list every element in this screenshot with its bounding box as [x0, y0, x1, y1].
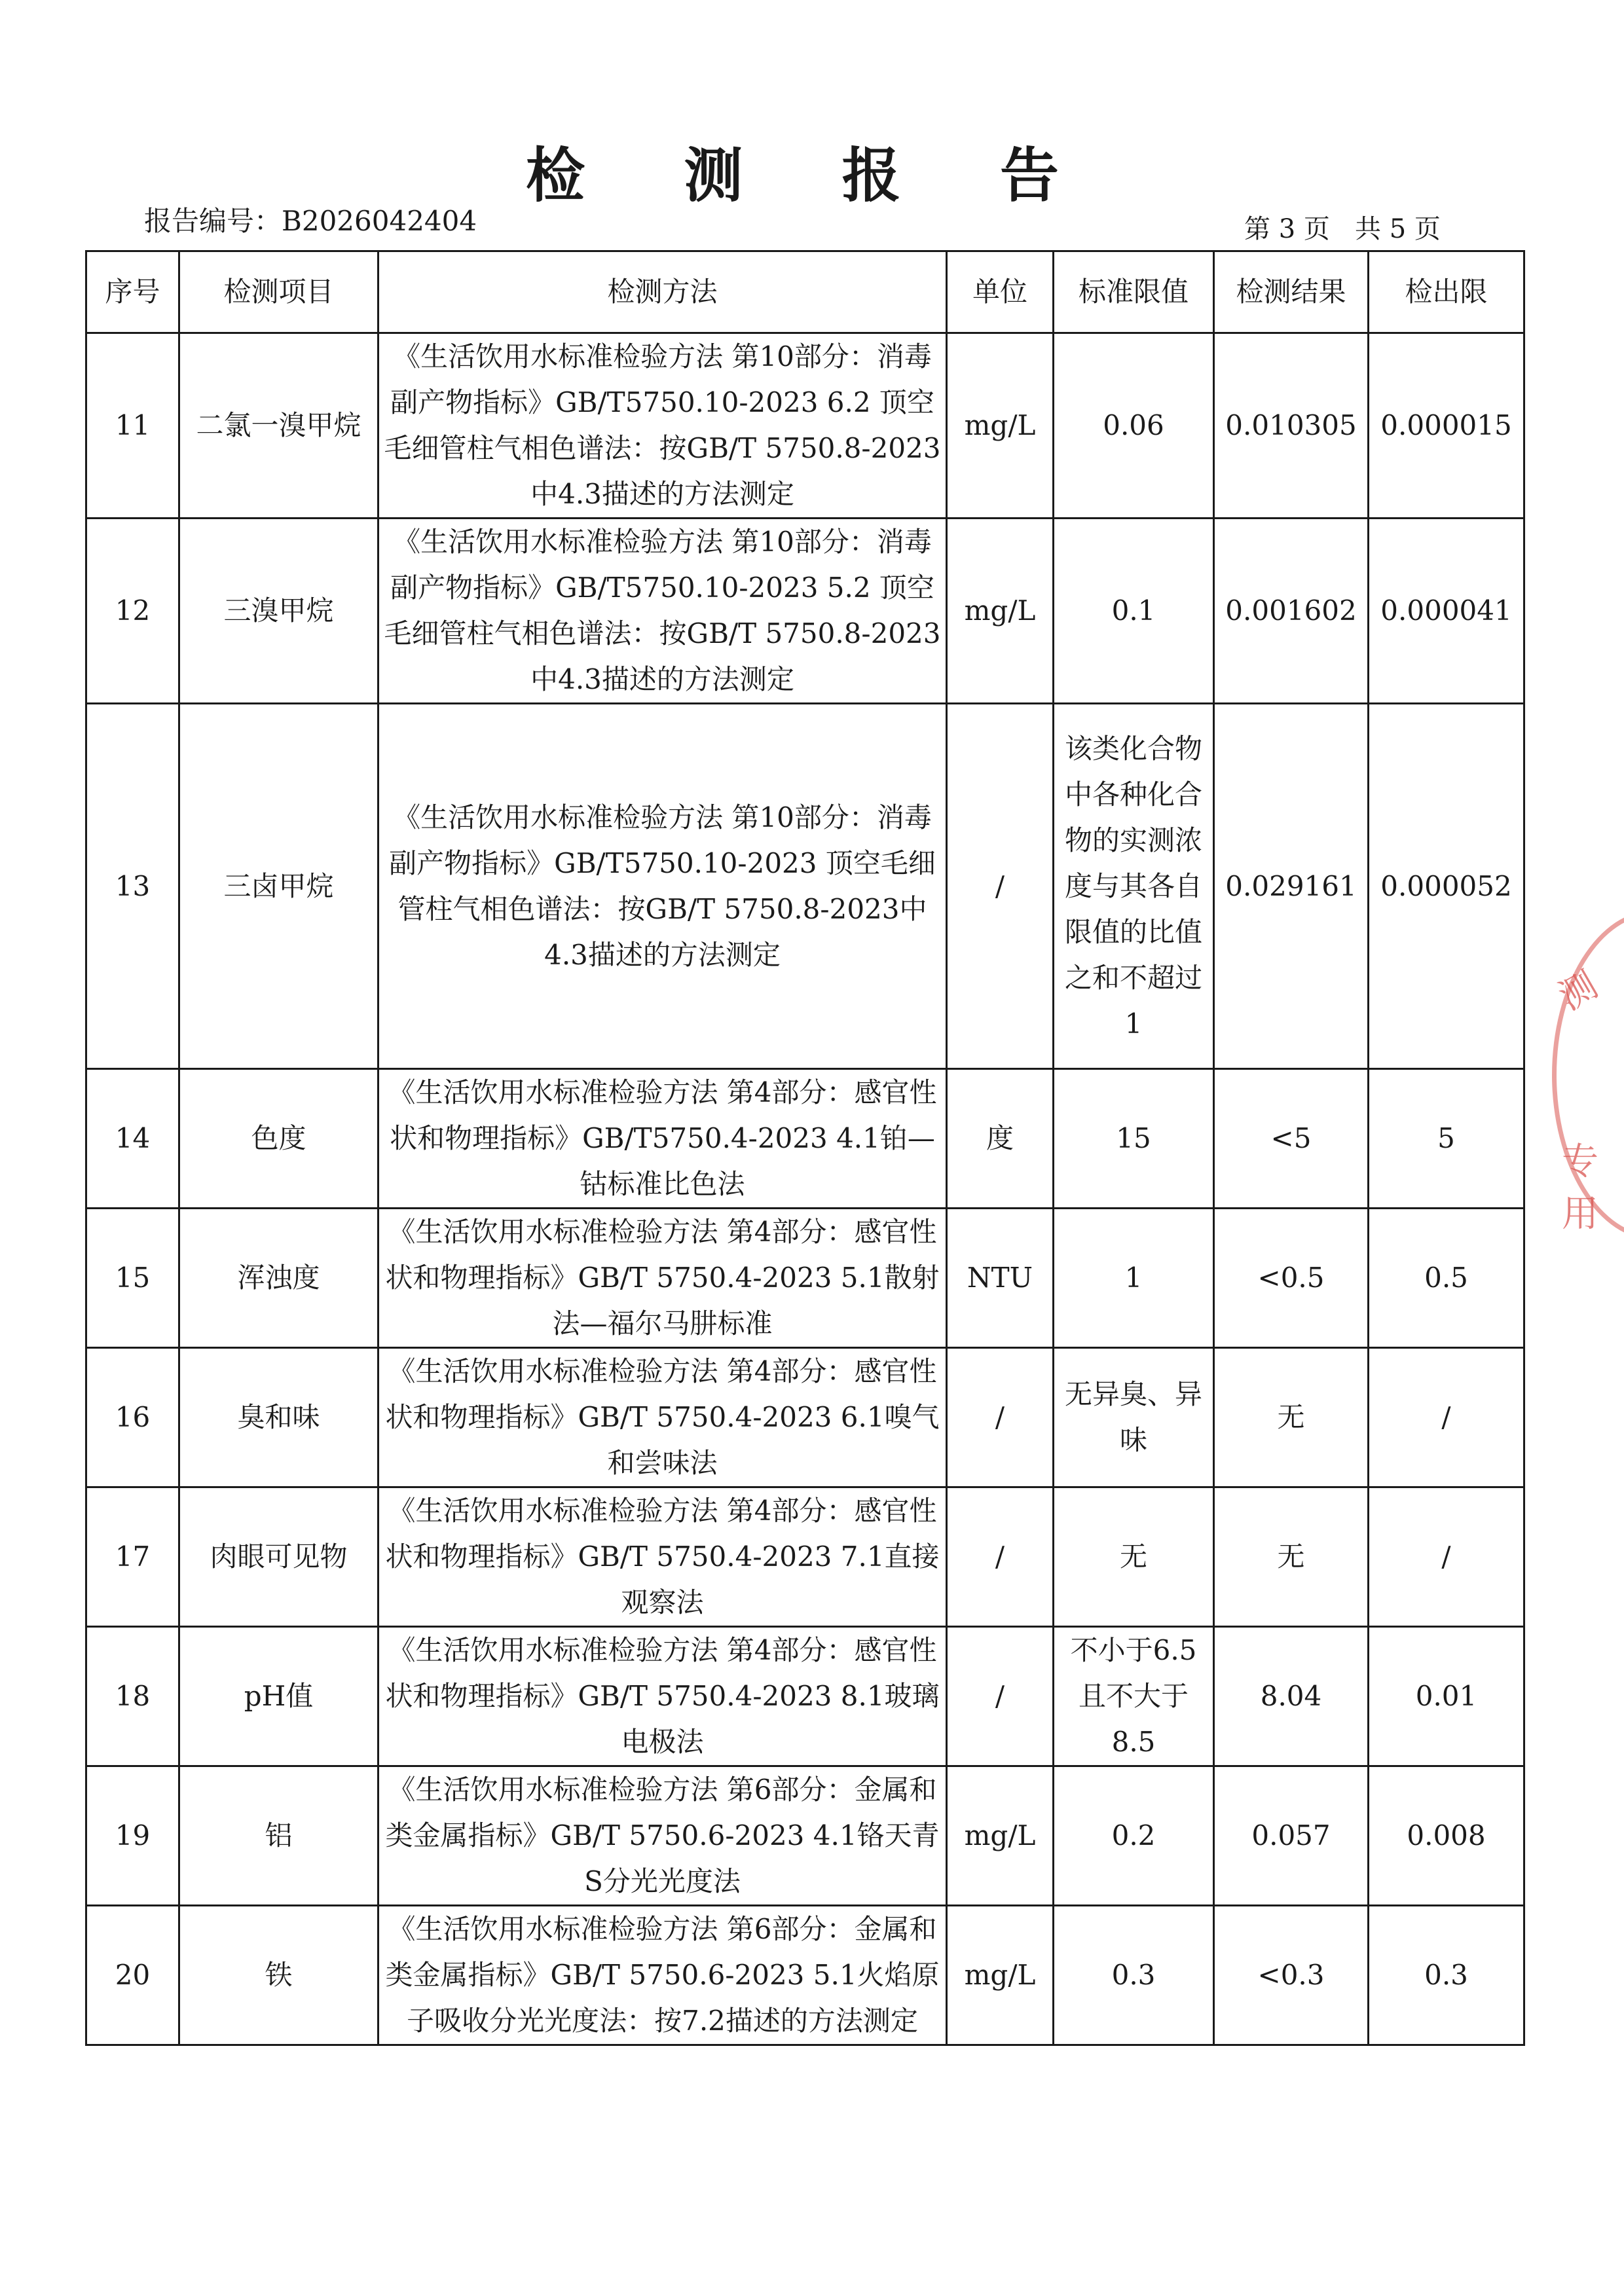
- seal-text-bottom: 专用: [1562, 1140, 1598, 1235]
- col-header-limit: 标准限值: [1054, 251, 1214, 333]
- cell-limit: 无异臭、异味: [1054, 1348, 1214, 1487]
- cell-method: 《生活饮用水标准检验方法 第4部分：感官性状和物理指标》GB/T 5750.4-2023 7.1直接观察法: [378, 1487, 947, 1627]
- cell-unit: /: [947, 1627, 1054, 1766]
- cell-result: <0.3: [1214, 1906, 1369, 2045]
- cell-result: 0.057: [1214, 1766, 1369, 1906]
- cell-method: 《生活饮用水标准检验方法 第4部分：感官性状和物理指标》GB/T5750.4-2023 4.1铂—钴标准比色法: [378, 1069, 947, 1209]
- cell-unit: mg/L: [947, 1766, 1054, 1906]
- cell-detection-limit: 0.3: [1369, 1906, 1524, 2045]
- cell-limit: 1: [1054, 1209, 1214, 1348]
- cell-item: 铁: [179, 1906, 378, 2045]
- cell-unit: mg/L: [947, 1906, 1054, 2045]
- col-header-method: 检测方法: [378, 251, 947, 333]
- cell-no: 18: [86, 1627, 179, 1766]
- cell-unit: 度: [947, 1069, 1054, 1209]
- cell-limit: 0.1: [1054, 519, 1214, 704]
- cell-method: 《生活饮用水标准检验方法 第10部分：消毒副产物指标》GB/T5750.10-2023 6.2 顶空毛细管柱气相色谱法：按GB/T 5750.8-2023中4.3描述的方法测定: [378, 333, 947, 519]
- table-header-row: [86, 251, 1524, 333]
- cell-limit: 该类化合物中各种化合物的实测浓度与其各自限值的比值之和不超过1: [1054, 704, 1214, 1069]
- cell-method: 《生活饮用水标准检验方法 第4部分：感官性状和物理指标》GB/T 5750.4-2023 6.1嗅气和尝味法: [378, 1348, 947, 1487]
- table-row: [86, 1627, 1524, 1766]
- report-title: 检 测 报 告: [526, 141, 1098, 210]
- cell-item: 铝: [179, 1766, 378, 1906]
- cell-no: 19: [86, 1766, 179, 1906]
- cell-no: 20: [86, 1906, 179, 2045]
- cell-result: 0.001602: [1214, 519, 1369, 704]
- table-row: [86, 1209, 1524, 1348]
- cell-detection-limit: 0.000041: [1369, 519, 1524, 704]
- cell-unit: /: [947, 1487, 1054, 1627]
- cell-result: <0.5: [1214, 1209, 1369, 1348]
- col-header-unit: 单位: [947, 251, 1054, 333]
- cell-unit: /: [947, 704, 1054, 1069]
- cell-item: 三卤甲烷: [179, 704, 378, 1069]
- results-table: [85, 250, 1525, 2046]
- cell-detection-limit: 0.01: [1369, 1627, 1524, 1766]
- cell-method: 《生活饮用水标准检验方法 第10部分：消毒副产物指标》GB/T5750.10-2023 5.2 顶空毛细管柱气相色谱法：按GB/T 5750.8-2023中4.3描述的方法测定: [378, 519, 947, 704]
- cell-no: 11: [86, 333, 179, 519]
- cell-item: 臭和味: [179, 1348, 378, 1487]
- cell-no: 17: [86, 1487, 179, 1627]
- col-header-result: 检测结果: [1214, 251, 1369, 333]
- cell-result: 0.029161: [1214, 704, 1369, 1069]
- cell-result: 8.04: [1214, 1627, 1369, 1766]
- cell-detection-limit: /: [1369, 1348, 1524, 1487]
- cell-method: 《生活饮用水标准检验方法 第10部分：消毒副产物指标》GB/T5750.10-2023 顶空毛细管柱气相色谱法：按GB/T 5750.8-2023中4.3描述的方法测定: [378, 704, 947, 1069]
- cell-limit: 0.06: [1054, 333, 1214, 519]
- cell-limit: 0.3: [1054, 1906, 1214, 2045]
- cell-no: 14: [86, 1069, 179, 1209]
- cell-no: 16: [86, 1348, 179, 1487]
- cell-result: 无: [1214, 1348, 1369, 1487]
- cell-unit: /: [947, 1348, 1054, 1487]
- cell-item: 三溴甲烷: [179, 519, 378, 704]
- table-row: [86, 704, 1524, 1069]
- cell-detection-limit: 0.000052: [1369, 704, 1524, 1069]
- cell-no: 13: [86, 704, 179, 1069]
- seal-text-top: 测: [1551, 963, 1605, 1019]
- cell-item: 二氯一溴甲烷: [179, 333, 378, 519]
- cell-unit: mg/L: [947, 519, 1054, 704]
- cell-result: <5: [1214, 1069, 1369, 1209]
- col-header-item: 检测项目: [179, 251, 378, 333]
- cell-detection-limit: 0.008: [1369, 1766, 1524, 1906]
- table-row: [86, 1069, 1524, 1209]
- cell-limit: 不小于6.5且不大于8.5: [1054, 1627, 1214, 1766]
- cell-method: 《生活饮用水标准检验方法 第4部分：感官性状和物理指标》GB/T 5750.4-2023 5.1散射法—福尔马肼标准: [378, 1209, 947, 1348]
- cell-method: 《生活饮用水标准检验方法 第6部分：金属和类金属指标》GB/T 5750.6-2023 4.1铬天青S分光光度法: [378, 1766, 947, 1906]
- cell-item: 浑浊度: [179, 1209, 378, 1348]
- cell-result: 无: [1214, 1487, 1369, 1627]
- cell-method: 《生活饮用水标准检验方法 第4部分：感官性状和物理指标》GB/T 5750.4-2023 8.1玻璃电极法: [378, 1627, 947, 1766]
- cell-limit: 无: [1054, 1487, 1214, 1627]
- cell-no: 15: [86, 1209, 179, 1348]
- cell-detection-limit: 5: [1369, 1069, 1524, 1209]
- table-row: [86, 1348, 1524, 1487]
- cell-limit: 0.2: [1054, 1766, 1214, 1906]
- cell-no: 12: [86, 519, 179, 704]
- page-indicator: 第 3 页 共 5 页: [1244, 214, 1441, 244]
- table-row: [86, 333, 1524, 519]
- cell-item: 色度: [179, 1069, 378, 1209]
- report-number: 报告编号：B2026042404: [144, 205, 477, 237]
- cell-detection-limit: 0.000015: [1369, 333, 1524, 519]
- cell-limit: 15: [1054, 1069, 1214, 1209]
- cell-detection-limit: /: [1369, 1487, 1524, 1627]
- cell-detection-limit: 0.5: [1369, 1209, 1524, 1348]
- cell-item: pH值: [179, 1627, 378, 1766]
- cell-item: 肉眼可见物: [179, 1487, 378, 1627]
- table-row: [86, 1766, 1524, 1906]
- cell-method: 《生活饮用水标准检验方法 第6部分：金属和类金属指标》GB/T 5750.6-2023 5.1火焰原子吸收分光光度法：按7.2描述的方法测定: [378, 1906, 947, 2045]
- col-header-detection-limit: 检出限: [1369, 251, 1524, 333]
- col-header-no: 序号: [86, 251, 179, 333]
- table-row: [86, 1487, 1524, 1627]
- cell-result: 0.010305: [1214, 333, 1369, 519]
- cell-unit: mg/L: [947, 333, 1054, 519]
- table-row: [86, 1906, 1524, 2045]
- table-row: [86, 519, 1524, 704]
- cell-unit: NTU: [947, 1209, 1054, 1348]
